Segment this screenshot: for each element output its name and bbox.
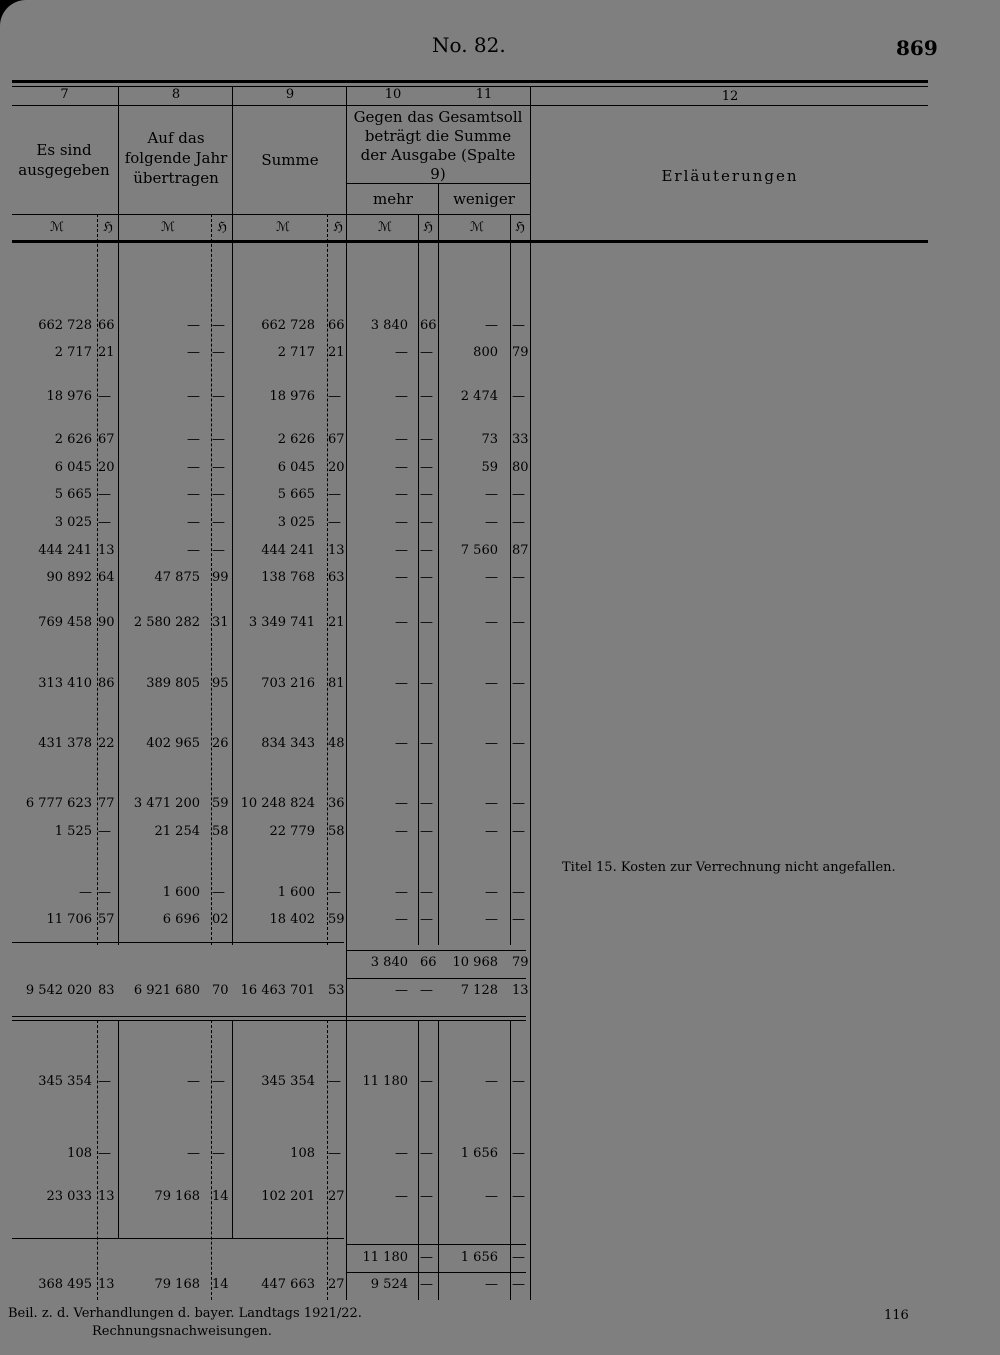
pfennig-cell: — [98,389,111,404]
mark-cell: 2 717 [277,345,315,360]
mark-cell: 79 168 [154,1277,200,1292]
pfennig-cell: 13 [512,983,529,998]
mark-cell: 3 840 [370,318,408,333]
unit-mark: ℳ [161,220,175,235]
pfennig-cell: 21 [328,615,345,630]
mark-cell: 3 840 [370,955,408,970]
mark-cell: 10 248 824 [240,796,315,811]
mark-cell: — [395,796,408,811]
pfennig-cell: — [328,1074,341,1089]
col11-label: weniger [453,190,515,208]
pfennig-cell: 59 [212,796,229,811]
pfennig-cell: 59 [328,912,345,927]
mark-cell: 2 580 282 [133,615,200,630]
pfennig-cell: 02 [212,912,229,927]
mark-cell: 6 045 [54,460,92,475]
mark-cell: — [187,487,200,502]
pfennig-cell: 77 [98,796,115,811]
pfennig-cell: — [212,1146,225,1161]
sum-rule-3b [346,1244,526,1245]
mark-cell: — [187,1074,200,1089]
pfennig-cell: — [512,389,525,404]
mark-cell: 662 728 [261,318,315,333]
mark-cell: — [395,885,408,900]
mark-cell: 447 663 [261,1277,315,1292]
pfennig-cell: 21 [328,345,345,360]
mark-cell: 3 025 [277,515,315,530]
pfennig-cell: — [212,318,225,333]
mark-cell: — [485,1074,498,1089]
sheet-number: 116 [884,1308,909,1323]
mark-cell: 138 768 [261,570,315,585]
pfennig-cell: — [512,796,525,811]
mark-cell: 402 965 [146,736,200,751]
footer-line-2: Rechnungsnachweisungen. [92,1324,272,1339]
mark-cell: — [395,1146,408,1161]
pfennig-cell: 13 [98,1277,115,1292]
pfennig-cell: — [328,487,341,502]
pfennig-cell: 66 [328,318,345,333]
mark-cell: 769 458 [38,615,92,630]
mark-cell: 21 254 [154,824,200,839]
mark-cell: — [395,570,408,585]
pfennig-cell: 27 [328,1277,345,1292]
mark-cell: — [485,615,498,630]
pfennig-cell: 36 [328,796,345,811]
pfennig-cell: — [420,796,433,811]
mark-cell: — [395,912,408,927]
pfennig-cell: — [212,543,225,558]
pfennig-cell: 67 [98,432,115,447]
mark-cell: 368 495 [38,1277,92,1292]
pfennig-cell: — [512,487,525,502]
mark-cell: — [485,1189,498,1204]
column-line [530,86,531,1300]
sum-rule-3 [12,1238,344,1239]
pfennig-cell: — [420,885,433,900]
pfennig-cell: 66 [98,318,115,333]
top-rule [12,80,928,83]
column-line [118,1020,119,1238]
pfennig-cell: — [212,345,225,360]
pfennig-cell: — [420,1146,433,1161]
mark-cell: — [485,912,498,927]
pfennig-cell: — [420,1277,433,1292]
pfennig-cell: — [212,515,225,530]
pfennig-cell: — [212,432,225,447]
mark-cell: — [187,543,200,558]
pfennig-cell: 63 [328,570,345,585]
pfennig-cell: 33 [512,432,529,447]
column-line [510,1020,511,1300]
pfennig-cell: 79 [512,955,529,970]
pfennig-cell: — [212,389,225,404]
col-number-rule [12,105,928,106]
mark-cell: — [395,736,408,751]
pfennig-cell: — [212,487,225,502]
mark-cell: 1 600 [277,885,315,900]
mark-cell: 11 706 [46,912,92,927]
mark-cell: 5 665 [54,487,92,502]
column-line [510,214,511,945]
mark-cell: — [395,983,408,998]
mark-cell: — [485,318,498,333]
pfennig-cell: 14 [212,1189,229,1204]
mark-cell: 431 378 [38,736,92,751]
pfennig-cell: — [420,1189,433,1204]
unit-mark: ℳ [470,220,484,235]
pfennig-cell: — [512,1189,525,1204]
col10-11-label: Gegen das Gesamtsoll beträgt die Summe der Ausgabe (Spalte 9) [353,108,523,183]
pfennig-cell: 22 [98,736,115,751]
unit-mark: ℳ [276,220,290,235]
mark-cell: — [187,318,200,333]
pfennig-cell: — [98,487,111,502]
mark-cell: 703 216 [261,676,315,691]
pfennig-cell: — [98,1074,111,1089]
mark-cell: 313 410 [38,676,92,691]
mark-cell: 6 696 [162,912,200,927]
pfennig-cell: 13 [98,1189,115,1204]
pfennig-cell: — [512,676,525,691]
pfennig-cell: — [420,1074,433,1089]
pfennig-cell: — [420,676,433,691]
pfennig-cell: — [420,615,433,630]
pfennig-cell: — [328,1146,341,1161]
pfennig-cell: 20 [98,460,115,475]
mark-cell: 7 560 [460,543,498,558]
pfennig-cell: — [98,885,111,900]
mark-cell: — [395,487,408,502]
pfennig-cell: — [420,983,433,998]
pfennig-cell: 83 [98,983,115,998]
pfennig-cell: 87 [512,543,529,558]
mark-cell: 800 [473,345,498,360]
sum-rule-1b [346,950,526,951]
mark-cell: 23 033 [46,1189,92,1204]
mark-cell: — [485,676,498,691]
sum-rule-1c [346,978,526,979]
mark-cell: 444 241 [261,543,315,558]
mark-cell: 662 728 [38,318,92,333]
mark-cell: — [79,885,92,900]
mark-cell: 2 626 [277,432,315,447]
mark-cell: — [187,1146,200,1161]
mark-cell: — [395,432,408,447]
col-number-8: 8 [171,87,181,102]
pfennig-cell: — [420,460,433,475]
col-number-12: 12 [721,89,739,104]
pfennig-cell: — [420,570,433,585]
mark-cell: 47 875 [154,570,200,585]
pfennig-cell: 58 [212,824,229,839]
pfennig-cell: — [420,1250,433,1265]
mark-cell: — [485,570,498,585]
pfennig-cell: — [420,824,433,839]
pfennig-cell: 64 [98,570,115,585]
mark-cell: — [395,345,408,360]
pfennig-cell: — [98,1146,111,1161]
pfennig-cell: 66 [420,955,437,970]
pfennig-cell: 13 [98,543,115,558]
col9-label: Summe [261,151,319,169]
mark-cell: 345 354 [38,1074,92,1089]
sum-rule-1 [12,942,344,943]
mark-cell: 73 [481,432,498,447]
mark-cell: 16 463 701 [240,983,315,998]
unit-pfennig: ℌ [515,220,525,235]
pfennig-cell: — [420,736,433,751]
col10-label: mehr [373,190,413,208]
pfennig-cell: 66 [420,318,437,333]
mark-cell: — [485,824,498,839]
pfennig-cell: 70 [212,983,229,998]
pfennig-cell: — [420,432,433,447]
doc-number: No. 82. [432,33,506,57]
pfennig-cell: — [420,515,433,530]
unit-mark: ℳ [378,220,392,235]
pfennig-cell: — [512,885,525,900]
pfennig-cell: — [512,1250,525,1265]
mark-cell: — [187,345,200,360]
mark-cell: 1 656 [460,1146,498,1161]
mark-cell: 2 474 [460,389,498,404]
mark-cell: 102 201 [261,1189,315,1204]
mark-cell: — [395,1189,408,1204]
mark-cell: — [187,460,200,475]
pfennig-cell: 14 [212,1277,229,1292]
mark-cell: — [485,885,498,900]
mark-cell: — [485,515,498,530]
mark-cell: — [485,487,498,502]
sum-rule-3c [346,1272,526,1273]
pfennig-cell: 99 [212,570,229,585]
pfennig-cell: 31 [212,615,229,630]
pfennig-cell: 86 [98,676,115,691]
pfennig-cell: — [98,515,111,530]
pfennig-cell: — [512,1074,525,1089]
mark-cell: 6 045 [277,460,315,475]
col-number-9: 9 [285,87,295,102]
mark-cell: 10 968 [452,955,498,970]
mark-cell: — [395,676,408,691]
pfennig-cell: — [512,736,525,751]
mark-cell: 5 665 [277,487,315,502]
mark-cell: — [485,796,498,811]
pfennig-cell: 48 [328,736,345,751]
pfennig-cell: 58 [328,824,345,839]
pfennig-cell: 81 [328,676,345,691]
mark-cell: — [395,460,408,475]
mark-cell: 18 976 [46,389,92,404]
pfennig-cell: — [212,1074,225,1089]
mark-cell: 108 [290,1146,315,1161]
unit-mark: ℳ [50,220,64,235]
mark-cell: 11 180 [362,1074,408,1089]
pfennig-cell: — [512,912,525,927]
unit-pfennig: ℌ [103,220,113,235]
pfennig-cell: — [328,515,341,530]
mark-cell: — [187,389,200,404]
mark-cell: 6 777 623 [25,796,92,811]
unit-pfennig: ℌ [423,220,433,235]
col8-label: Auf das folgende Jahr übertragen [124,129,228,187]
mark-cell: 59 [481,460,498,475]
mark-cell: — [395,824,408,839]
mark-cell: — [395,515,408,530]
footer-line-1: Beil. z. d. Verhandlungen d. bayer. Landtags 1921/22. [8,1306,362,1321]
mark-cell: 444 241 [38,543,92,558]
mark-cell: 90 892 [46,570,92,585]
col-number-7: 7 [60,87,69,102]
column-line [346,86,347,1300]
mark-cell: 3 025 [54,515,92,530]
pfennig-cell: — [512,1146,525,1161]
pfennig-cell: 27 [328,1189,345,1204]
pfennig-cell: — [512,318,525,333]
pfennig-cell: 95 [212,676,229,691]
mark-cell: — [187,432,200,447]
pfennig-cell: — [512,570,525,585]
pfennig-cell: — [512,615,525,630]
pfennig-cell: — [420,912,433,927]
mark-cell: 3 471 200 [133,796,200,811]
unit-pfennig: ℌ [217,220,227,235]
pfennig-cell: — [212,460,225,475]
unit-row-rule-top [12,214,530,215]
column-line [232,1020,233,1238]
explanation-note: Titel 15. Kosten zur Verrechnung nicht angefallen. [562,860,896,875]
pfennig-cell: 79 [512,345,529,360]
mark-cell: — [395,543,408,558]
pfennig-cell: 26 [212,736,229,751]
pfennig-cell: 90 [98,615,115,630]
mark-cell: — [395,389,408,404]
col-number-10: 10 [384,87,402,102]
mark-cell: 345 354 [261,1074,315,1089]
mark-cell: 9 542 020 [25,983,92,998]
col12-label: Erläuterungen [661,167,799,185]
pfennig-cell: — [420,543,433,558]
col-number-11: 11 [475,87,493,102]
mark-cell: 7 128 [460,983,498,998]
pfennig-cell: — [512,515,525,530]
pfennig-cell: — [512,824,525,839]
unit-pfennig: ℌ [333,220,343,235]
mark-cell: 79 168 [154,1189,200,1204]
pfennig-cell: — [420,345,433,360]
mark-cell: — [485,736,498,751]
pfennig-cell: 80 [512,460,529,475]
col7-label: Es sind ausgegeben [18,141,110,179]
mark-cell: 108 [67,1146,92,1161]
pfennig-cell: 20 [328,460,345,475]
pfennig-cell: — [328,389,341,404]
mark-cell: 834 343 [261,736,315,751]
mark-cell: 3 349 741 [248,615,315,630]
page-number: 869 [896,36,938,60]
mark-cell: 1 600 [162,885,200,900]
pfennig-cell: — [420,487,433,502]
pfennig-cell: 57 [98,912,115,927]
pfennig-cell: 67 [328,432,345,447]
sum-rule-2b [12,1020,526,1021]
pfennig-cell: 21 [98,345,115,360]
pfennig-cell: — [512,1277,525,1292]
header-bottom-rule [12,240,928,243]
sum-rule-2 [12,1016,526,1017]
mark-cell: 22 779 [269,824,315,839]
pfennig-cell: 13 [328,543,345,558]
pfennig-cell: — [212,885,225,900]
mark-cell: 2 717 [54,345,92,360]
pfennig-cell: — [328,885,341,900]
mark-cell: 9 524 [370,1277,408,1292]
mark-cell: 1 525 [54,824,92,839]
pfennig-cell: 53 [328,983,345,998]
mark-cell: 11 180 [362,1250,408,1265]
mark-cell: — [187,515,200,530]
mark-cell: 18 976 [269,389,315,404]
pfennig-cell: — [98,824,111,839]
mark-cell: 389 805 [146,676,200,691]
pfennig-cell: — [420,389,433,404]
mark-cell: 6 921 680 [133,983,200,998]
mark-cell: — [395,615,408,630]
mark-cell: 18 402 [269,912,315,927]
mark-cell: — [485,1277,498,1292]
mark-cell: 1 656 [460,1250,498,1265]
mark-cell: 2 626 [54,432,92,447]
